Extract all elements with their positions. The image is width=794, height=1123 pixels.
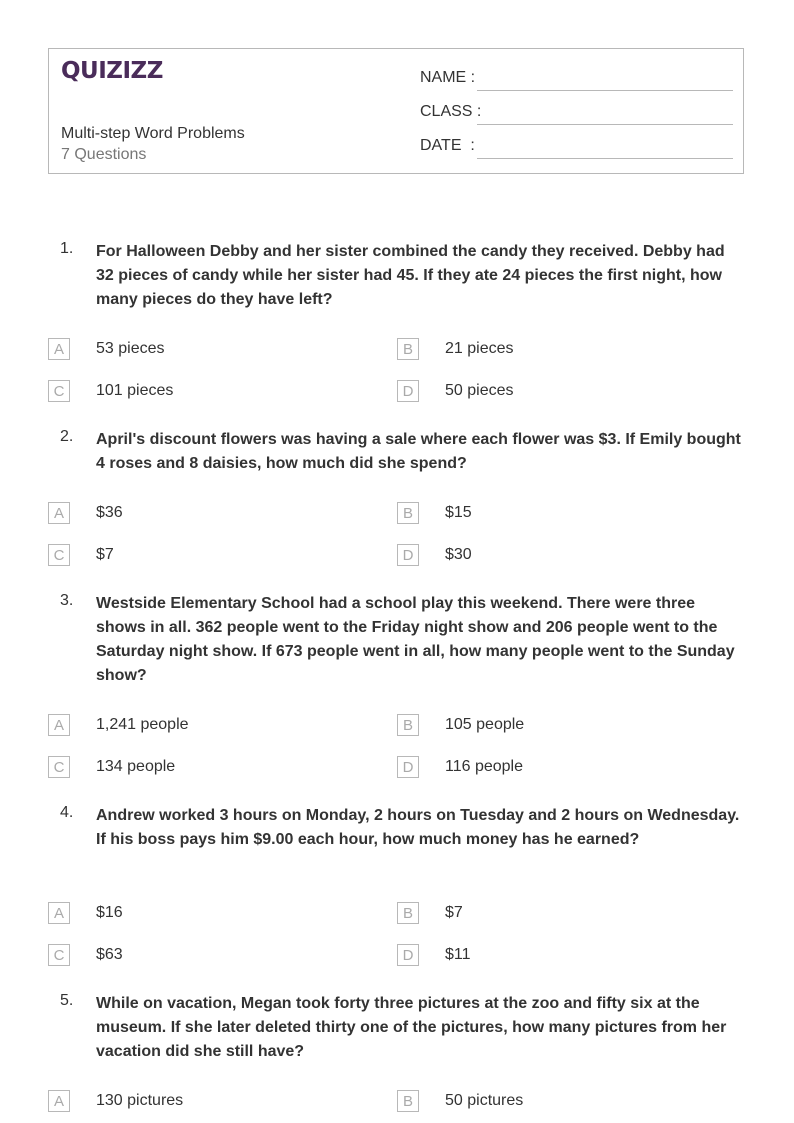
- option-2b[interactable]: [397, 502, 717, 526]
- option-text: 21 pieces: [445, 340, 514, 357]
- date-line[interactable]: [477, 158, 733, 159]
- option-4a[interactable]: [48, 902, 368, 926]
- option-1a[interactable]: [48, 338, 368, 362]
- option-text: $11: [445, 946, 471, 963]
- question-text: April's discount flowers was having a sale where each flower was $3. If Emily bought 4 roses and 8 daisies, how much did she spend?: [96, 431, 741, 472]
- option-text: 105 people: [445, 716, 525, 733]
- option-2a[interactable]: [48, 502, 368, 526]
- question-number: 4.: [60, 804, 74, 821]
- option-letter-box: A: [48, 902, 70, 924]
- option-letter-box: B: [397, 714, 419, 736]
- option-letter-box: A: [48, 714, 70, 736]
- option-text: $7: [96, 546, 114, 563]
- name-line[interactable]: [477, 90, 733, 91]
- option-letter-box: C: [48, 544, 70, 566]
- option-text: $30: [445, 546, 472, 563]
- option-text: $36: [96, 504, 123, 521]
- option-letter-box: B: [397, 502, 419, 524]
- option-1c[interactable]: [48, 380, 368, 404]
- option-5b[interactable]: [397, 1090, 717, 1114]
- question-text: For Halloween Debby and her sister combined the candy they received. Debby had 32 pieces of candy while her sister had 45. If they ate 24 pieces the first night, how many pieces do they have left?: [96, 243, 725, 308]
- option-text: 50 pieces: [445, 382, 514, 399]
- option-text: 1,241 people: [96, 716, 189, 733]
- option-letter-box: D: [397, 380, 419, 402]
- worksheet-title: Multi-step Word Problems: [61, 125, 245, 142]
- option-letter-box: B: [397, 902, 419, 924]
- question-number: 5.: [60, 992, 74, 1009]
- question-count: 7 Questions: [61, 146, 147, 163]
- option-3a[interactable]: [48, 714, 368, 738]
- question-text: Andrew worked 3 hours on Monday, 2 hours on Tuesday and 2 hours on Wednesday. If his boss pays him $9.00 each hour, how much money has he earned?: [96, 807, 740, 848]
- option-4c[interactable]: [48, 944, 368, 968]
- question-number: 1.: [60, 240, 74, 257]
- option-2c[interactable]: [48, 544, 368, 568]
- option-3d[interactable]: [397, 756, 717, 780]
- question-text: Westside Elementary School had a school play this weekend. There were three shows in all. 362 people went to the Friday night show and 206 people went to the Saturday night show. If 673 people went in all, how many people went to the Sunday show?: [96, 595, 735, 684]
- option-4d[interactable]: [397, 944, 717, 968]
- option-letter-box: C: [48, 756, 70, 778]
- option-letter-box: A: [48, 502, 70, 524]
- option-text: 134 people: [96, 758, 176, 775]
- option-letter-box: C: [48, 380, 70, 402]
- option-letter-box: D: [397, 544, 419, 566]
- option-4b[interactable]: [397, 902, 717, 926]
- option-text: 116 people: [445, 758, 523, 775]
- option-letter-box: D: [397, 944, 419, 966]
- option-letter-box: A: [48, 1090, 70, 1112]
- option-letter-box: B: [397, 338, 419, 360]
- question-number: 3.: [60, 592, 74, 609]
- question-text: While on vacation, Megan took forty three pictures at the zoo and fifty six at the museum. If she later deleted thirty one of the pictures, how many pictures from her vacation did she still have?: [96, 995, 727, 1060]
- option-5a[interactable]: [48, 1090, 368, 1114]
- option-letter-box: B: [397, 1090, 419, 1112]
- class-line[interactable]: [477, 124, 733, 125]
- option-letter-box: D: [397, 756, 419, 778]
- name-label: NAME :: [420, 69, 476, 86]
- option-text: $15: [445, 504, 472, 521]
- worksheet-header: [48, 48, 744, 174]
- option-text: $7: [445, 904, 463, 921]
- question-number: 2.: [60, 428, 74, 445]
- option-text: 53 pieces: [96, 340, 165, 357]
- option-text: $63: [96, 946, 123, 963]
- quizizz-logo: QUIZIZZ: [61, 58, 163, 84]
- option-text: 101 pieces: [96, 382, 174, 399]
- option-text: 50 pictures: [445, 1092, 524, 1109]
- date-label: DATE :: [420, 137, 475, 154]
- option-text: $16: [96, 904, 123, 921]
- option-letter-box: C: [48, 944, 70, 966]
- option-1d[interactable]: [397, 380, 717, 404]
- class-label: CLASS :: [420, 103, 482, 120]
- option-3c[interactable]: [48, 756, 368, 780]
- class-field[interactable]: [420, 103, 733, 123]
- name-field[interactable]: [420, 69, 733, 89]
- date-field[interactable]: [420, 137, 733, 157]
- option-letter-box: A: [48, 338, 70, 360]
- option-1b[interactable]: [397, 338, 717, 362]
- option-2d[interactable]: [397, 544, 717, 568]
- option-3b[interactable]: [397, 714, 717, 738]
- option-text: 130 pictures: [96, 1092, 184, 1109]
